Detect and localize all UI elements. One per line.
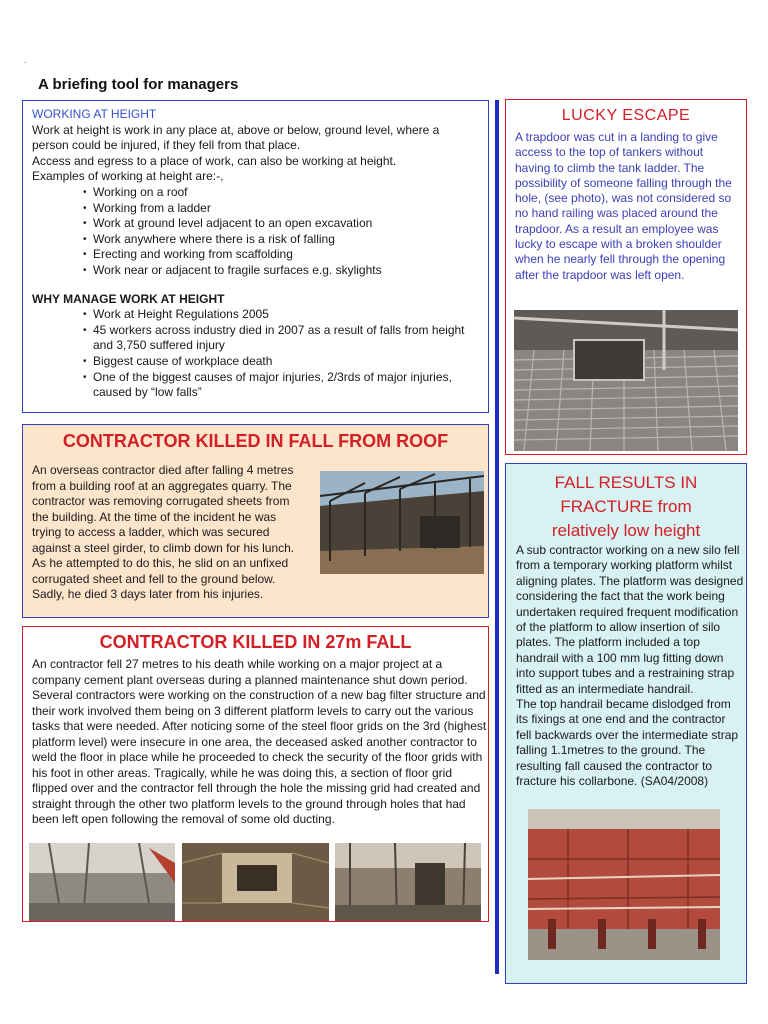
access-text: Access and egress to a place of work, can also be working at height. [32, 153, 397, 168]
roof-photo [320, 471, 484, 574]
working-at-height-panel [22, 100, 489, 413]
list-item: • Erecting and working from scaffolding [83, 247, 479, 263]
lucky-escape-panel [505, 99, 747, 455]
reasons-list [83, 307, 479, 401]
fall-27m-panel [22, 626, 489, 922]
roof-fall-title: CONTRACTOR KILLED IN FALL FROM ROOF [62, 431, 449, 451]
site-photo-2 [182, 843, 329, 922]
page-title: A briefing tool for managers [38, 76, 239, 93]
roof-fall-body: An overseas contractor died after falling 4 metres from a building roof at an aggregates quarry. The contractor was removing corrugated sheets from the building. At the time of the incident he was trying to access a ladder, which was secured against a steel girder, to climb down for his lunch. As he attempted to do this, he slid on an unfixed corrugated sheet and fell to the ground below. Sadly, he died 3 days later from his injuries. [32, 463, 295, 601]
list-item: • 45 workers across industry died in 2007 as a result of falls from height and 3,750 suffered injury [83, 323, 479, 354]
fall-27m-body: An contractor fell 27 metres to his death while working on a major project at a company cement plant overseas during a planned maintenance shut down period. Several contractors were working on the construction of a new bag filter structure and their work involved them being on 3 different platform levels to carry out the various tasks that were needed. After noticing some of the steel floor grids on the 3rd (highest platform level) were insecure in one area, the deceased asked another contractor to weld the floor in place while he proceeded to check the security of the floor grids with his foot in other areas. Tragically, while he was doing this, a section of floor grid flipped over and the contractor fell through the hole the missing grid had created and straight through the other two platform levels to the ground through holes that had been left open following the removal of some old ducting. [32, 657, 487, 826]
lucky-escape-body: A trapdoor was cut in a landing to give access to the top of tankers without having to climb the tank ladder. The possibility of someone falling through the hole, (see photo), was not considered so no hand railing was placed around the trapdoor. As a result an employee was lucky to escape with a broken shoulder when he nearly fell through the opening after the trapdoor was left open. [515, 130, 732, 282]
examples-intro: Examples of working at height are:-, [32, 169, 224, 184]
working-at-height-heading: WORKING AT HEIGHT [32, 107, 157, 121]
list-item: • Work at Height Regulations 2005 [83, 307, 479, 323]
list-item: • Work at ground level adjacent to an open excavation [83, 216, 479, 232]
site-photo-3 [335, 843, 481, 922]
fracture-panel [505, 463, 747, 984]
fracture-paragraph: A sub contractor working on a new silo fell from a temporary working platform whilst aligning plates. The platform was designed considering the fact that the work being undertaken required frequent modification of the platform to allow insertion of silo plates. The platform included a top handrail with a 100 mm lug fitting down into support tubes and a restraining strap fitted as an intermediate handrail. [516, 543, 744, 696]
trapdoor-photo [514, 310, 738, 451]
roof-fall-panel [22, 424, 489, 618]
fracture-title: FALL RESULTS IN FRACTURE from relatively low height [551, 473, 701, 540]
list-item: • Work near or adjacent to fragile surfaces e.g. skylights [83, 263, 479, 279]
list-item: • One of the biggest causes of major injuries, 2/3rds of major injuries, caused by “low falls” [83, 370, 479, 401]
site-photo-1 [29, 843, 175, 922]
fall-27m-title: CONTRACTOR KILLED IN 27m FALL [99, 632, 412, 652]
fracture-body [516, 543, 744, 790]
list-item: • Work anywhere where there is a risk of falling [83, 232, 479, 248]
list-item: • Working from a ladder [83, 201, 479, 217]
why-manage-heading: WHY MANAGE WORK AT HEIGHT [32, 291, 225, 306]
fracture-paragraph: The top handrail became dislodged from its fixings at one end and the contractor fell backwards over the intermediate strap falling 1.1metres to the ground. The resulting fall caused the contractor to fracture his collarbone. (SA04/2008) [516, 697, 739, 789]
vertical-divider [495, 100, 499, 974]
lucky-escape-title: LUCKY ESCAPE [561, 107, 691, 124]
silo-photo [528, 809, 720, 960]
examples-list [83, 185, 479, 279]
page-dot: . [24, 56, 27, 65]
definition-text: Work at height is work in any place at, above or below, ground level, where a person could be injured, if they fell from that place. [32, 122, 440, 153]
list-item: • Working on a roof [83, 185, 479, 201]
list-item: • Biggest cause of workplace death [83, 354, 479, 370]
